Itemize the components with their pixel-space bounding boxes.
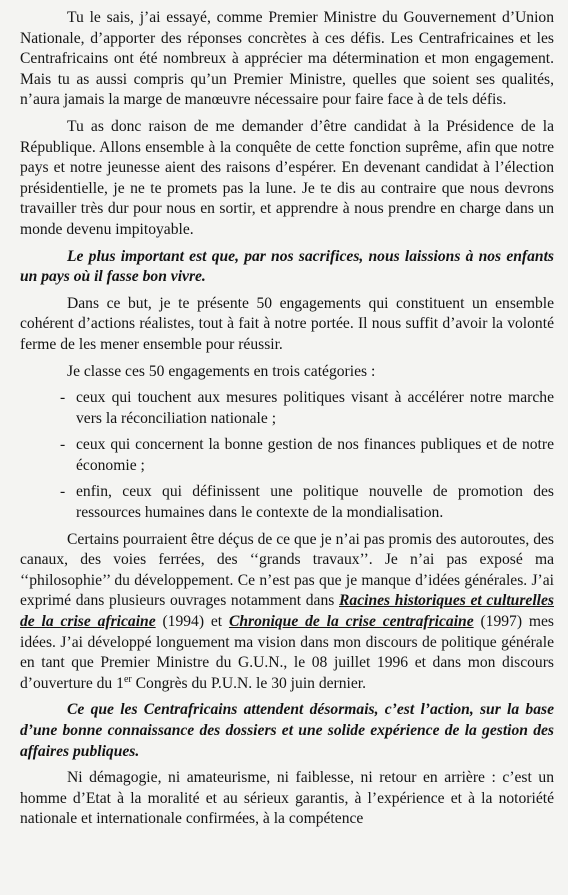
paragraph-candidacy: Tu as donc raison de me demander d’être candidat à la Présidence de la République. Allons ensemble à la conquête de cette fonction suprême, afin que notre pays et notre jeunesse aient des raisons d’espérer. En devenant candidat à l’élection présidentielle, je ne te promets pas la lune. Je te dis au contraire que nous devrons travailler très dur pour nous en sortir, et apprendre à nous prendre en charge dans un monde devenu impitoyable. [20,117,554,238]
bullet-dash: - [60,389,66,407]
paragraph-fifty-commitments: Dans ce but, je te présente 50 engagements qui constituent un ensemble cohérent d’actions réalistes, tout à fait à notre portée. Il nous suffit d’avoir la volonté ferme de les mener ensemble pour réussir. [20,294,554,353]
list-item [20,435,554,476]
bullet-dash: - [60,483,66,501]
paragraph-statesman: Ni démagogie, ni amateurisme, ni faiblesse, ni retour en arrière : c’est un homme d’Etat à la moralité et au sérieux garantis, à l’expérience et à la notoriété nationale et internationale confirmées, à la compétence [20,769,554,828]
text-run: (1994) et [155,613,229,631]
text-run: Congrès du P.U.N. le 30 juin dernier. [131,674,367,692]
bullet-dash: - [60,436,66,454]
book-title-chronique: Chronique de la crise centrafricaine [228,613,474,631]
paragraph-gun-experience: Tu le sais, j’ai essayé, comme Premier Ministre du Gouvernement d’Union Nationale, d’apporter des réponses concrètes à ces défis. Les Centrafricaines et les Centrafricains ont été nombreux à apprécier ma détermination et mon engagement. Mais tu as aussi compris qu’un Premier Ministre, quelles que soient ses qualités, n’aura jamais la marge de manœuvre nécessaire pour faire face à de tels défis. [20,9,554,109]
paragraph-action-expected: Ce que les Centrafricains attendent désormais, c’est l’action, sur la base d’une bonne connaissance des dossiers et une solide expérience de la gestion des affaires publiques. [20,701,554,760]
list-item [20,388,554,429]
paragraph-key-message: Le plus important est que, par nos sacrifices, nous laissions à nos enfants un pays où il fasse bon vivre. [20,247,554,286]
list-item-text: ceux qui concernent la bonne gestion de nos finances publiques et de notre économie ; [76,436,554,474]
paragraph-vision-works [20,530,554,695]
paragraph-three-categories: Je classe ces 50 engagements en trois catégories : [67,362,376,380]
category-list [20,388,554,524]
book-title-racines: Racines historiques et culturelles de la crise africaine [20,592,554,631]
text-run: (1997) mes idées. J’ai développé longuement ma vision dans mon discours de politique générale en tant que Premier Ministre du G.U.N., le 08 juillet 1996 et dans mon discours d’ouverture du 1 [20,613,554,692]
text-run: Certains pourraient être déçus de ce que je n’ai pas promis des autoroutes, des canaux, des voies ferrées, des ‘‘grands travaux’’. Je n’ai pas exposé ma ‘‘philosophie’’ du développement. Ce n’est pas que je manque d’idées générales. J’ai exprimé dans plusieurs ouvrages notamment dans [20,530,554,610]
superscript-er: er [123,673,132,685]
list-item-text: ceux qui touchent aux mesures politiques visant à accélérer notre marche vers la réconciliation nationale ; [76,389,554,427]
list-item [20,482,554,523]
list-item-text: enfin, ceux qui définissent une politique nouvelle de promotion des ressources humaines dans le contexte de la mondialisation. [76,483,554,522]
